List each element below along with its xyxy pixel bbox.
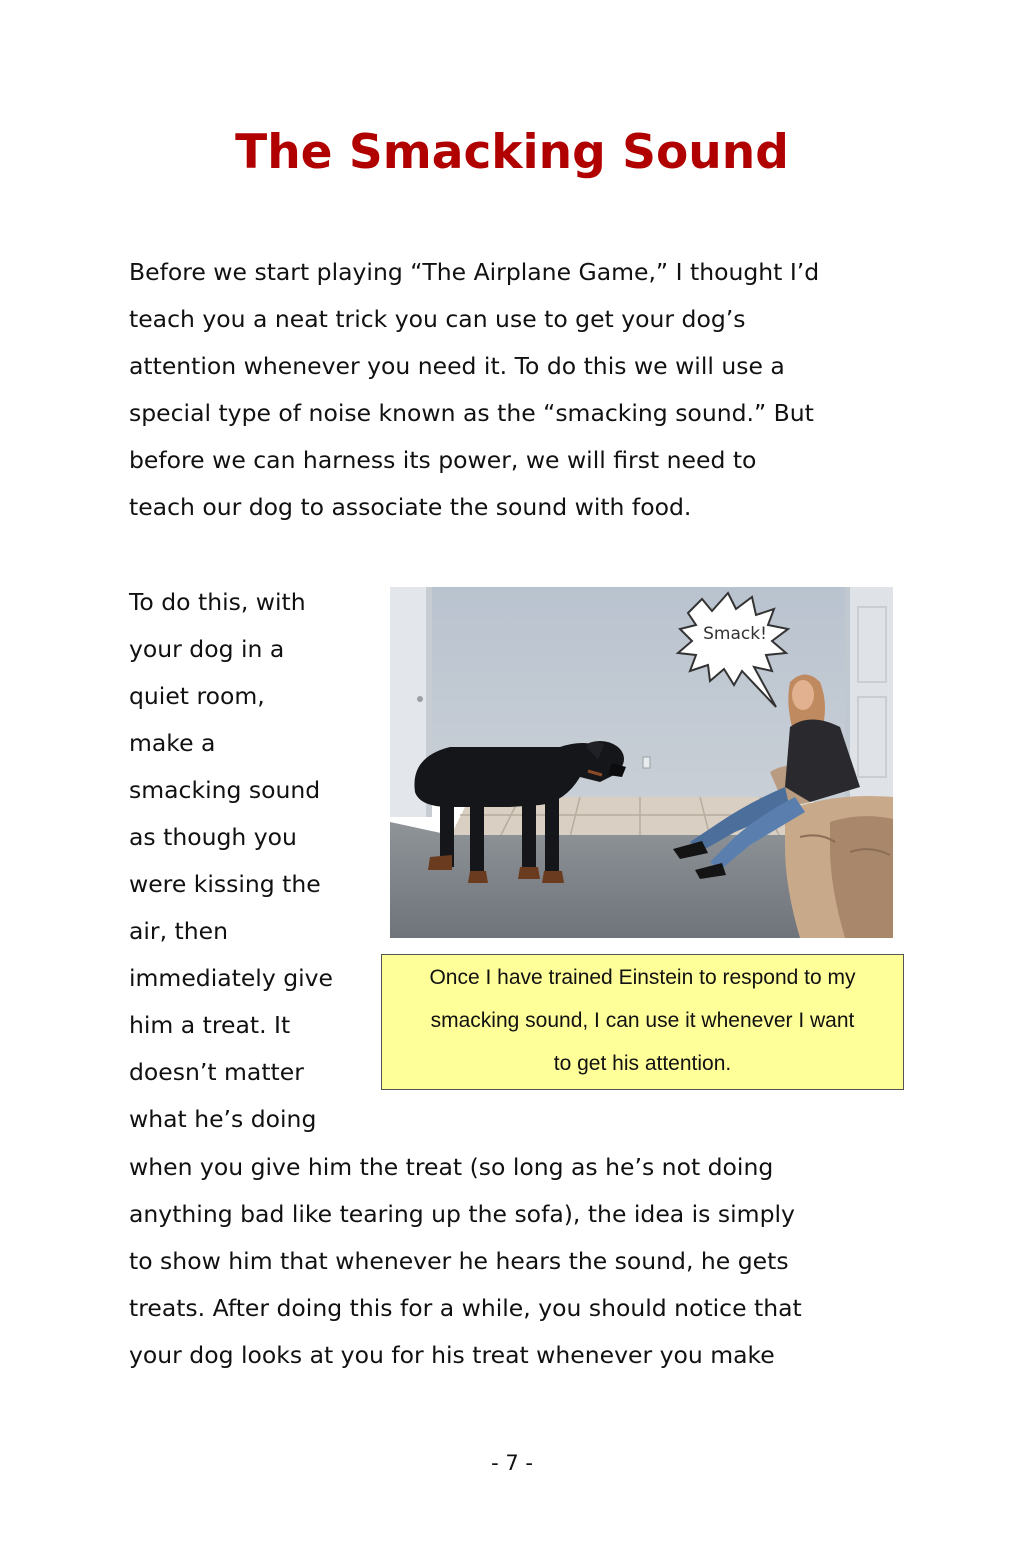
speech-bubble-text: Smack! xyxy=(703,624,767,644)
text-line: your dog looks at you for his treat whenever you make xyxy=(129,1341,775,1369)
text-line: special type of noise known as the “smacking sound.” But xyxy=(129,399,814,427)
intro-paragraph xyxy=(129,249,919,531)
dog-training-photo xyxy=(390,587,893,938)
text-line: teach you a neat trick you can use to get your dog’s xyxy=(129,305,746,333)
caption-line: to get his attention. xyxy=(553,1052,732,1075)
text-line: smacking sound xyxy=(129,776,321,804)
text-line: when you give him the treat (so long as he’s not doing xyxy=(129,1153,774,1181)
text-line: before we can harness its power, we will first need to xyxy=(129,446,757,474)
text-line: immediately give xyxy=(129,964,334,992)
text-line: your dog in a xyxy=(129,635,285,663)
text-line: attention whenever you need it. To do this we will use a xyxy=(129,352,785,380)
caption-line: Once I have trained Einstein to respond to my xyxy=(429,966,856,989)
text-line: teach our dog to associate the sound with food. xyxy=(129,493,692,521)
text-line: make a xyxy=(129,729,216,757)
text-line: doesn’t matter xyxy=(129,1058,304,1086)
text-line: To do this, with xyxy=(129,588,306,616)
text-line: to show him that whenever he hears the sound, he gets xyxy=(129,1247,789,1275)
text-line: what he’s doing xyxy=(129,1105,317,1133)
caption-line: smacking sound, I can use it whenever I want xyxy=(430,1009,855,1032)
side-paragraph xyxy=(129,579,369,1143)
text-line: were kissing the xyxy=(129,870,321,898)
text-line: treats. After doing this for a while, you should notice that xyxy=(129,1294,802,1322)
text-line: as though you xyxy=(129,823,297,851)
text-line: anything bad like tearing up the sofa), the idea is simply xyxy=(129,1200,795,1228)
page-title: The Smacking Sound xyxy=(235,125,789,180)
text-line: him a treat. It xyxy=(129,1011,291,1039)
continuation-paragraph xyxy=(129,1144,919,1379)
text-line: air, then xyxy=(129,917,228,945)
page-number: - 7 - xyxy=(491,1451,533,1475)
text-line: quiet room, xyxy=(129,682,265,710)
photo-caption xyxy=(381,954,904,1090)
text-line: Before we start playing “The Airplane Game,” I thought I’d xyxy=(129,258,820,286)
